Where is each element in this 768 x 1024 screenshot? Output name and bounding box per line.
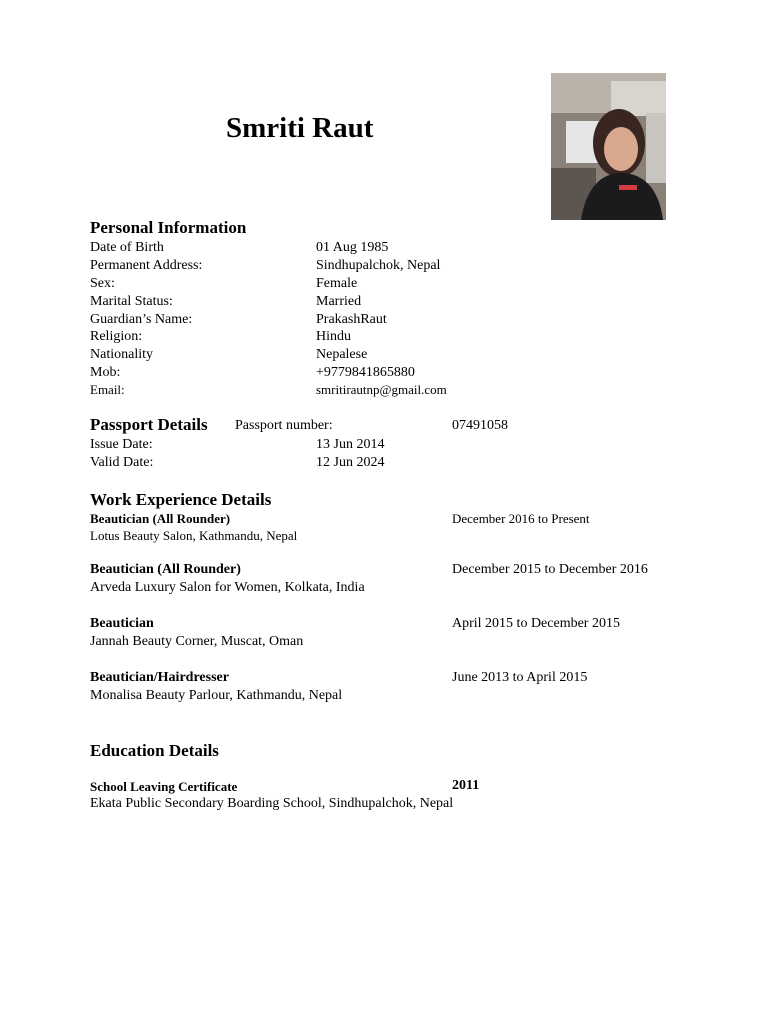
passport-label: Issue Date: [90, 437, 153, 452]
work-heading: Work Experience Details [90, 490, 272, 509]
passport-label: Valid Date: [90, 455, 154, 470]
passport-value: 12 Jun 2024 [316, 455, 385, 470]
job-title: Beautician/Hairdresser [90, 670, 229, 685]
personal-value: Hindu [316, 329, 351, 344]
personal-label: Email: [90, 382, 125, 397]
personal-label: Sex: [90, 276, 115, 291]
education-heading: Education Details [90, 741, 219, 760]
personal-label: Permanent Address: [90, 258, 203, 273]
personal-value: Sindhupalchok, Nepal [316, 258, 441, 273]
personal-label: Marital Status: [90, 294, 173, 309]
personal-value: Married [316, 294, 362, 309]
job-place: Arveda Luxury Salon for Women, Kolkata, India [90, 580, 365, 595]
personal-value: +9779841865880 [316, 365, 415, 380]
personal-value: Female [316, 276, 358, 291]
job-dates: December 2015 to December 2016 [452, 562, 648, 577]
job-dates: December 2016 to Present [452, 511, 590, 526]
education-school: Ekata Public Secondary Boarding School, Sindhupalchok, Nepal [90, 796, 454, 811]
passport-number-value: 07491058 [452, 418, 508, 433]
personal-value: 01 Aug 1985 [316, 240, 389, 255]
personal-label: Mob: [90, 365, 121, 380]
passport-heading: Passport Details [90, 415, 208, 434]
education-title: School Leaving Certificate [90, 779, 238, 794]
job-place: Lotus Beauty Salon, Kathmandu, Nepal [90, 528, 298, 543]
profile-photo-image [551, 73, 666, 220]
personal-value: PrakashRaut [316, 312, 387, 327]
personal-info-heading: Personal Information [90, 218, 247, 237]
job-title: Beautician (All Rounder) [90, 562, 241, 577]
education-year: 2011 [452, 778, 480, 793]
personal-label: Date of Birth [90, 240, 164, 255]
personal-label: Religion: [90, 329, 143, 344]
job-place: Jannah Beauty Corner, Muscat, Oman [90, 634, 304, 649]
passport-number-label: Passport number: [235, 418, 333, 433]
job-dates: April 2015 to December 2015 [452, 616, 620, 631]
passport-value: 13 Jun 2014 [316, 437, 385, 452]
job-place: Monalisa Beauty Parlour, Kathmandu, Nepal [90, 688, 343, 703]
job-dates: June 2013 to April 2015 [452, 670, 588, 685]
personal-label: Nationality [90, 347, 153, 362]
resume-name: Smriti Raut [226, 112, 374, 144]
personal-label: Guardian’s Name: [90, 312, 193, 327]
job-title: Beautician [90, 616, 154, 631]
personal-value: Nepalese [316, 347, 368, 362]
profile-photo [551, 73, 666, 220]
email-link[interactable]: smritirautnp@gmail.com [316, 382, 447, 397]
job-title: Beautician (All Rounder) [90, 511, 231, 526]
